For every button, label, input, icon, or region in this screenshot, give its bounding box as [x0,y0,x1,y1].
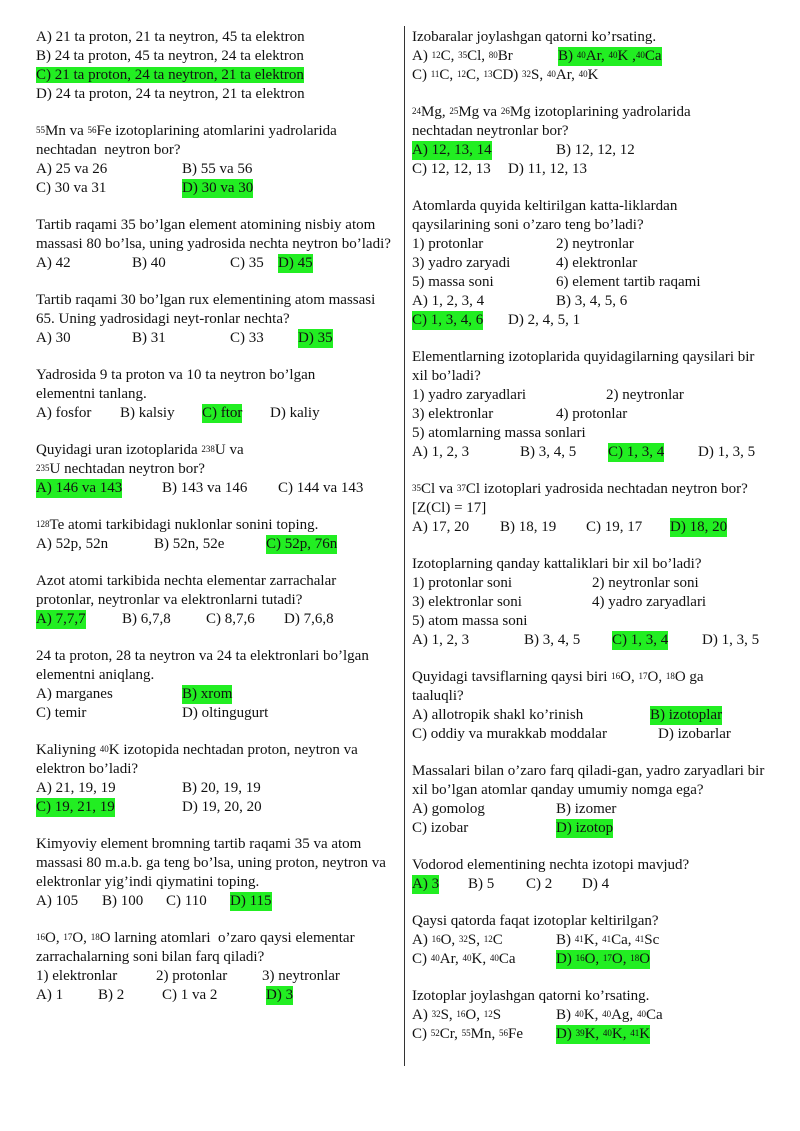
option-b: B) 55 va 56 [182,161,253,177]
option-b-answer: B) izotoplar [650,707,723,723]
question-text: Kimyoviy element bromning tartib raqami 35 va atom massasi 80 m.a.b. ga teng bo’lsa, uning proton, neytron va elektronlar yig’indi qiymatini toping. [36,836,386,890]
question-7 [36,516,398,554]
question-text: $^{24}$Mg, $^{25}$Mg va $^{26}$Mg izotoplarining yadrolarida [412,104,691,120]
item-3: 3) yadro zaryadi [412,255,511,271]
right-column [412,28,776,1044]
option-d: D) 7,6,8 [284,611,334,627]
question-text-cont: nechtadan neytronlar bor? [412,123,569,139]
option-c: C) 8,7,6 [206,611,255,627]
option-d-answer: D) $^{39}$K, $^{40}$K, $^{41}$K [556,1026,651,1042]
question-r9 [412,856,776,894]
option-a: A) 1, 2, 3 [412,444,470,460]
option-b: B) 20, 19, 19 [182,780,261,796]
question-text-cont: $^{235}$U nechtadan neytron bor? [36,461,205,477]
option-a: A) 52p, 52n [36,536,109,552]
option-c-answer: C) 21 ta proton, 24 ta neytron, 21 ta elektron [36,67,304,83]
option-d: D) kaliy [270,405,320,421]
option-a: A) 21 ta proton, 21 ta neytron, 45 ta elektron [36,29,305,45]
question-4 [36,291,398,348]
question-8 [36,572,398,629]
question-r3 [412,197,776,330]
option-b: B) 18, 19 [500,519,557,535]
option-c: C) temir [36,705,87,721]
option-d: D) 2, 4, 5, 1 [508,312,581,328]
question-text: Azot atomi tarkibida nechta elementar zarrachalar protonlar, neytronlar va elektronlarni tutadi? [36,573,337,608]
option-d-answer: D) $^{16}$O, $^{17}$O, $^{18}$O [556,951,651,967]
option-c: C) 144 va 143 [278,480,364,496]
option-c: C) 30 va 31 [36,180,107,196]
question-text-cont: zarrachalarning soni bilan farq qiladi? [36,949,265,965]
option-b: B) 3, 4, 5 [524,632,581,648]
question-10 [36,741,398,817]
option-b: B) $^{41}$K, $^{41}$Ca, $^{41}$Sc [556,932,660,948]
option-d: D) oltingugurt [182,705,269,721]
option-d-answer: D) 3 [266,987,294,1003]
option-a: A) 21, 19, 19 [36,780,116,796]
option-c-d: C) $^{11}$C, $^{12}$C, $^{13}$CD) $^{32}$S, $^{40}$Ar, $^{40}$K [412,67,599,83]
option-d: D) 1, 3, 5 [702,632,760,648]
option-a-answer: A) 7,7,7 [36,611,86,627]
question-text: Tartib raqami 35 bo’lgan element atomining nisbiy atom massasi 80 bo’lsa, uning yadrosida nechta neytron bo’ladi? [36,217,391,252]
option-b: B) 100 [102,893,144,909]
item-4: 4) protonlar [556,406,628,422]
option-c: C) 35 [230,255,264,271]
option-a-answer: A) 146 va 143 [36,480,123,496]
option-d-answer: D) 115 [230,893,272,909]
option-a: A) marganes [36,686,113,702]
item-2: 2) protonlar [156,968,228,984]
question-text: Izobaralar joylashgan qatorni ko’rsating. [412,29,657,45]
question-text-cont: nechtadan neytron bor? [36,142,181,158]
option-d: D) 19, 20, 20 [182,799,262,815]
option-b: B) 52n, 52e [154,536,225,552]
left-column [36,28,398,1005]
item-3: 3) elektronlar soni [412,594,522,610]
item-6: 6) element tartib raqami [556,274,701,290]
option-a-answer: A) 3 [412,876,440,892]
item-1: 1) protonlar soni [412,575,512,591]
option-a: A) gomolog [412,801,485,817]
item-4: 4) elektronlar [556,255,638,271]
item-1: 1) protonlar [412,236,484,252]
option-a: A) 42 [36,255,71,271]
question-2 [36,122,398,198]
option-c: C) izobar [412,820,469,836]
option-a: A) $^{12}$C, $^{35}$Cl, $^{80}$Br [412,48,513,64]
option-a: A) 17, 20 [412,519,470,535]
option-b: B) 31 [132,330,166,346]
option-a: A) 1, 2, 3, 4 [412,293,485,309]
option-c: C) 2 [526,876,553,892]
question-text: $^{55}$Mn va $^{56}$Fe izotoplarining atomlarini yadrolarida [36,123,337,139]
question-r6 [412,555,776,650]
option-c: C) 1 va 2 [162,987,218,1003]
question-text-cont: taaluqli? [412,688,464,704]
option-b: B) kalsiy [120,405,175,421]
option-a: A) $^{32}$S, $^{16}$O, $^{12}$S [412,1007,502,1023]
option-c: C) $^{52}$Cr, $^{55}$Mn, $^{56}$Fe [412,1026,523,1042]
option-c-answer: C) 1, 3, 4, 6 [412,312,484,328]
question-text: Atomlarda quyida keltirilgan katta-liklardan qaysilarining soni o’zaro teng bo’ladi? [412,198,678,233]
option-b-answer: B) $^{40}$Ar, $^{40}$K ,$^{40}$Ca [558,48,662,64]
item-3: 3) elektronlar [412,406,494,422]
question-1 [36,28,398,104]
option-d: D) 11, 12, 13 [508,161,588,177]
question-5 [36,366,398,423]
question-r5 [412,480,776,537]
option-b: B) 24 ta proton, 45 ta neytron, 24 ta elektron [36,48,304,64]
option-b: B) 2 [98,987,125,1003]
option-d: D) 24 ta proton, 24 ta neytron, 21 ta elektron [36,86,305,102]
option-d-answer: D) izotop [556,820,614,836]
question-text: Qaysi qatorda faqat izotoplar keltirilgan? [412,913,659,929]
item-5: 5) massa soni [412,274,494,290]
option-c-answer: C) 1, 3, 4 [608,444,665,460]
question-text: $^{128}$Te atomi tarkibidagi nuklonlar sonini toping. [36,517,319,533]
option-c: C) 33 [230,330,264,346]
item-5: 5) atom massa soni [412,613,528,629]
option-c-answer: C) 52p, 76n [266,536,338,552]
option-b: B) $^{40}$K, $^{40}$Ag, $^{40}$Ca [556,1007,663,1023]
option-c: C) 110 [166,893,207,909]
option-d: D) 4 [582,876,610,892]
question-r1 [412,28,776,85]
item-4: 4) yadro zaryadlari [592,594,707,610]
option-c: C) $^{40}$Ar, $^{40}$K, $^{40}$Ca [412,951,516,967]
question-6 [36,441,398,498]
question-text: $^{16}$O, $^{17}$O, $^{18}$O larning atomlari o’zaro qaysi elementar [36,930,355,946]
question-text: Vodorod elementining nechta izotopi mavjud? [412,857,690,873]
question-text: Tartib raqami 30 bo’lgan rux elementining atom massasi 65. Uning yadrosidagi neyt-ronlar nechta? [36,292,376,327]
question-r2 [412,103,776,179]
item-2: 2) neytronlar [556,236,634,252]
item-5: 5) atomlarning massa sonlari [412,425,586,441]
option-a: A) allotropik shakl ko’rinish [412,707,584,723]
question-text: Massalari bilan o’zaro farq qiladi-gan, yadro zaryadlari bir xil bo’lgan atomlar qanday umumiy nomga ega? [412,763,765,798]
question-12 [36,929,398,1005]
question-r8 [412,762,776,838]
question-text: Quyidagi tavsiflarning qaysi biri $^{16}$O, $^{17}$O, $^{18}$O ga [412,669,704,685]
question-text: Quyidagi uran izotoplarida $^{238}$U va [36,442,244,458]
question-9 [36,647,398,723]
column-divider [404,26,405,1066]
question-11 [36,835,398,911]
question-text: 24 ta proton, 28 ta neytron va 24 ta elektronlari bo’lgan elementni aniqlang. [36,648,369,683]
item-1: 1) yadro zaryadlari [412,387,527,403]
option-b-answer: B) xrom [182,686,233,702]
question-text: Yadrosida 9 ta proton va 10 ta neytron bo’lgan elementni tanlang. [36,367,316,402]
option-a: A) 30 [36,330,71,346]
option-d: D) izobarlar [658,726,731,742]
option-c-answer: C) ftor [202,405,243,421]
option-b: B) 12, 12, 12 [556,142,635,158]
option-a: A) fosfor [36,405,92,421]
option-c: C) 12, 12, 13 [412,161,491,177]
question-text: Izotoplar joylashgan qatorni ko’rsating. [412,988,650,1004]
question-3 [36,216,398,273]
question-r11 [412,987,776,1044]
question-r7 [412,668,776,744]
question-text: $^{35}$Cl va $^{37}$Cl izotoplari yadrosida nechtadan neytron bor? [412,481,748,497]
question-r10 [412,912,776,969]
question-text: Izotoplarning qanday kattaliklari bir xil bo’ladi? [412,556,702,572]
option-a-answer: A) 12, 13, 14 [412,142,492,158]
option-d-answer: D) 30 va 30 [182,180,254,196]
option-d-answer: D) 18, 20 [670,519,728,535]
option-b: B) 3, 4, 5 [520,444,577,460]
question-text: Kaliyning $^{40}$K izotopida nechtadan proton, neytron va [36,742,358,758]
option-c-answer: C) 19, 21, 19 [36,799,115,815]
question-note: [Z(Cl) = 17] [412,500,487,516]
option-a: A) 1, 2, 3 [412,632,470,648]
option-c-answer: C) 1, 3, 4 [612,632,669,648]
option-b: B) 5 [468,876,495,892]
option-a: A) 105 [36,893,79,909]
option-b: B) 6,7,8 [122,611,171,627]
question-text-cont: elektron bo’ladi? [36,761,139,777]
question-r4 [412,348,776,462]
question-text: Elementlarning izotoplarida quyidagilarning qaysilari bir xil bo’ladi? [412,349,755,384]
item-3: 3) neytronlar [262,968,340,984]
item-2: 2) neytronlar [606,387,684,403]
option-b: B) izomer [556,801,617,817]
option-d-answer: D) 35 [298,330,333,346]
option-b: B) 40 [132,255,166,271]
option-a: A) 25 va 26 [36,161,108,177]
option-a: A) 1 [36,987,64,1003]
option-a: A) $^{16}$O, $^{32}$S, $^{12}$C [412,932,503,948]
item-1: 1) elektronlar [36,968,118,984]
option-d-answer: D) 45 [278,255,313,271]
item-2: 2) neytronlar soni [592,575,699,591]
option-c: C) oddiy va murakkab moddalar [412,726,607,742]
option-d: D) 1, 3, 5 [698,444,756,460]
option-c: C) 19, 17 [586,519,643,535]
option-b: B) 3, 4, 5, 6 [556,293,628,309]
option-b: B) 143 va 146 [162,480,248,496]
